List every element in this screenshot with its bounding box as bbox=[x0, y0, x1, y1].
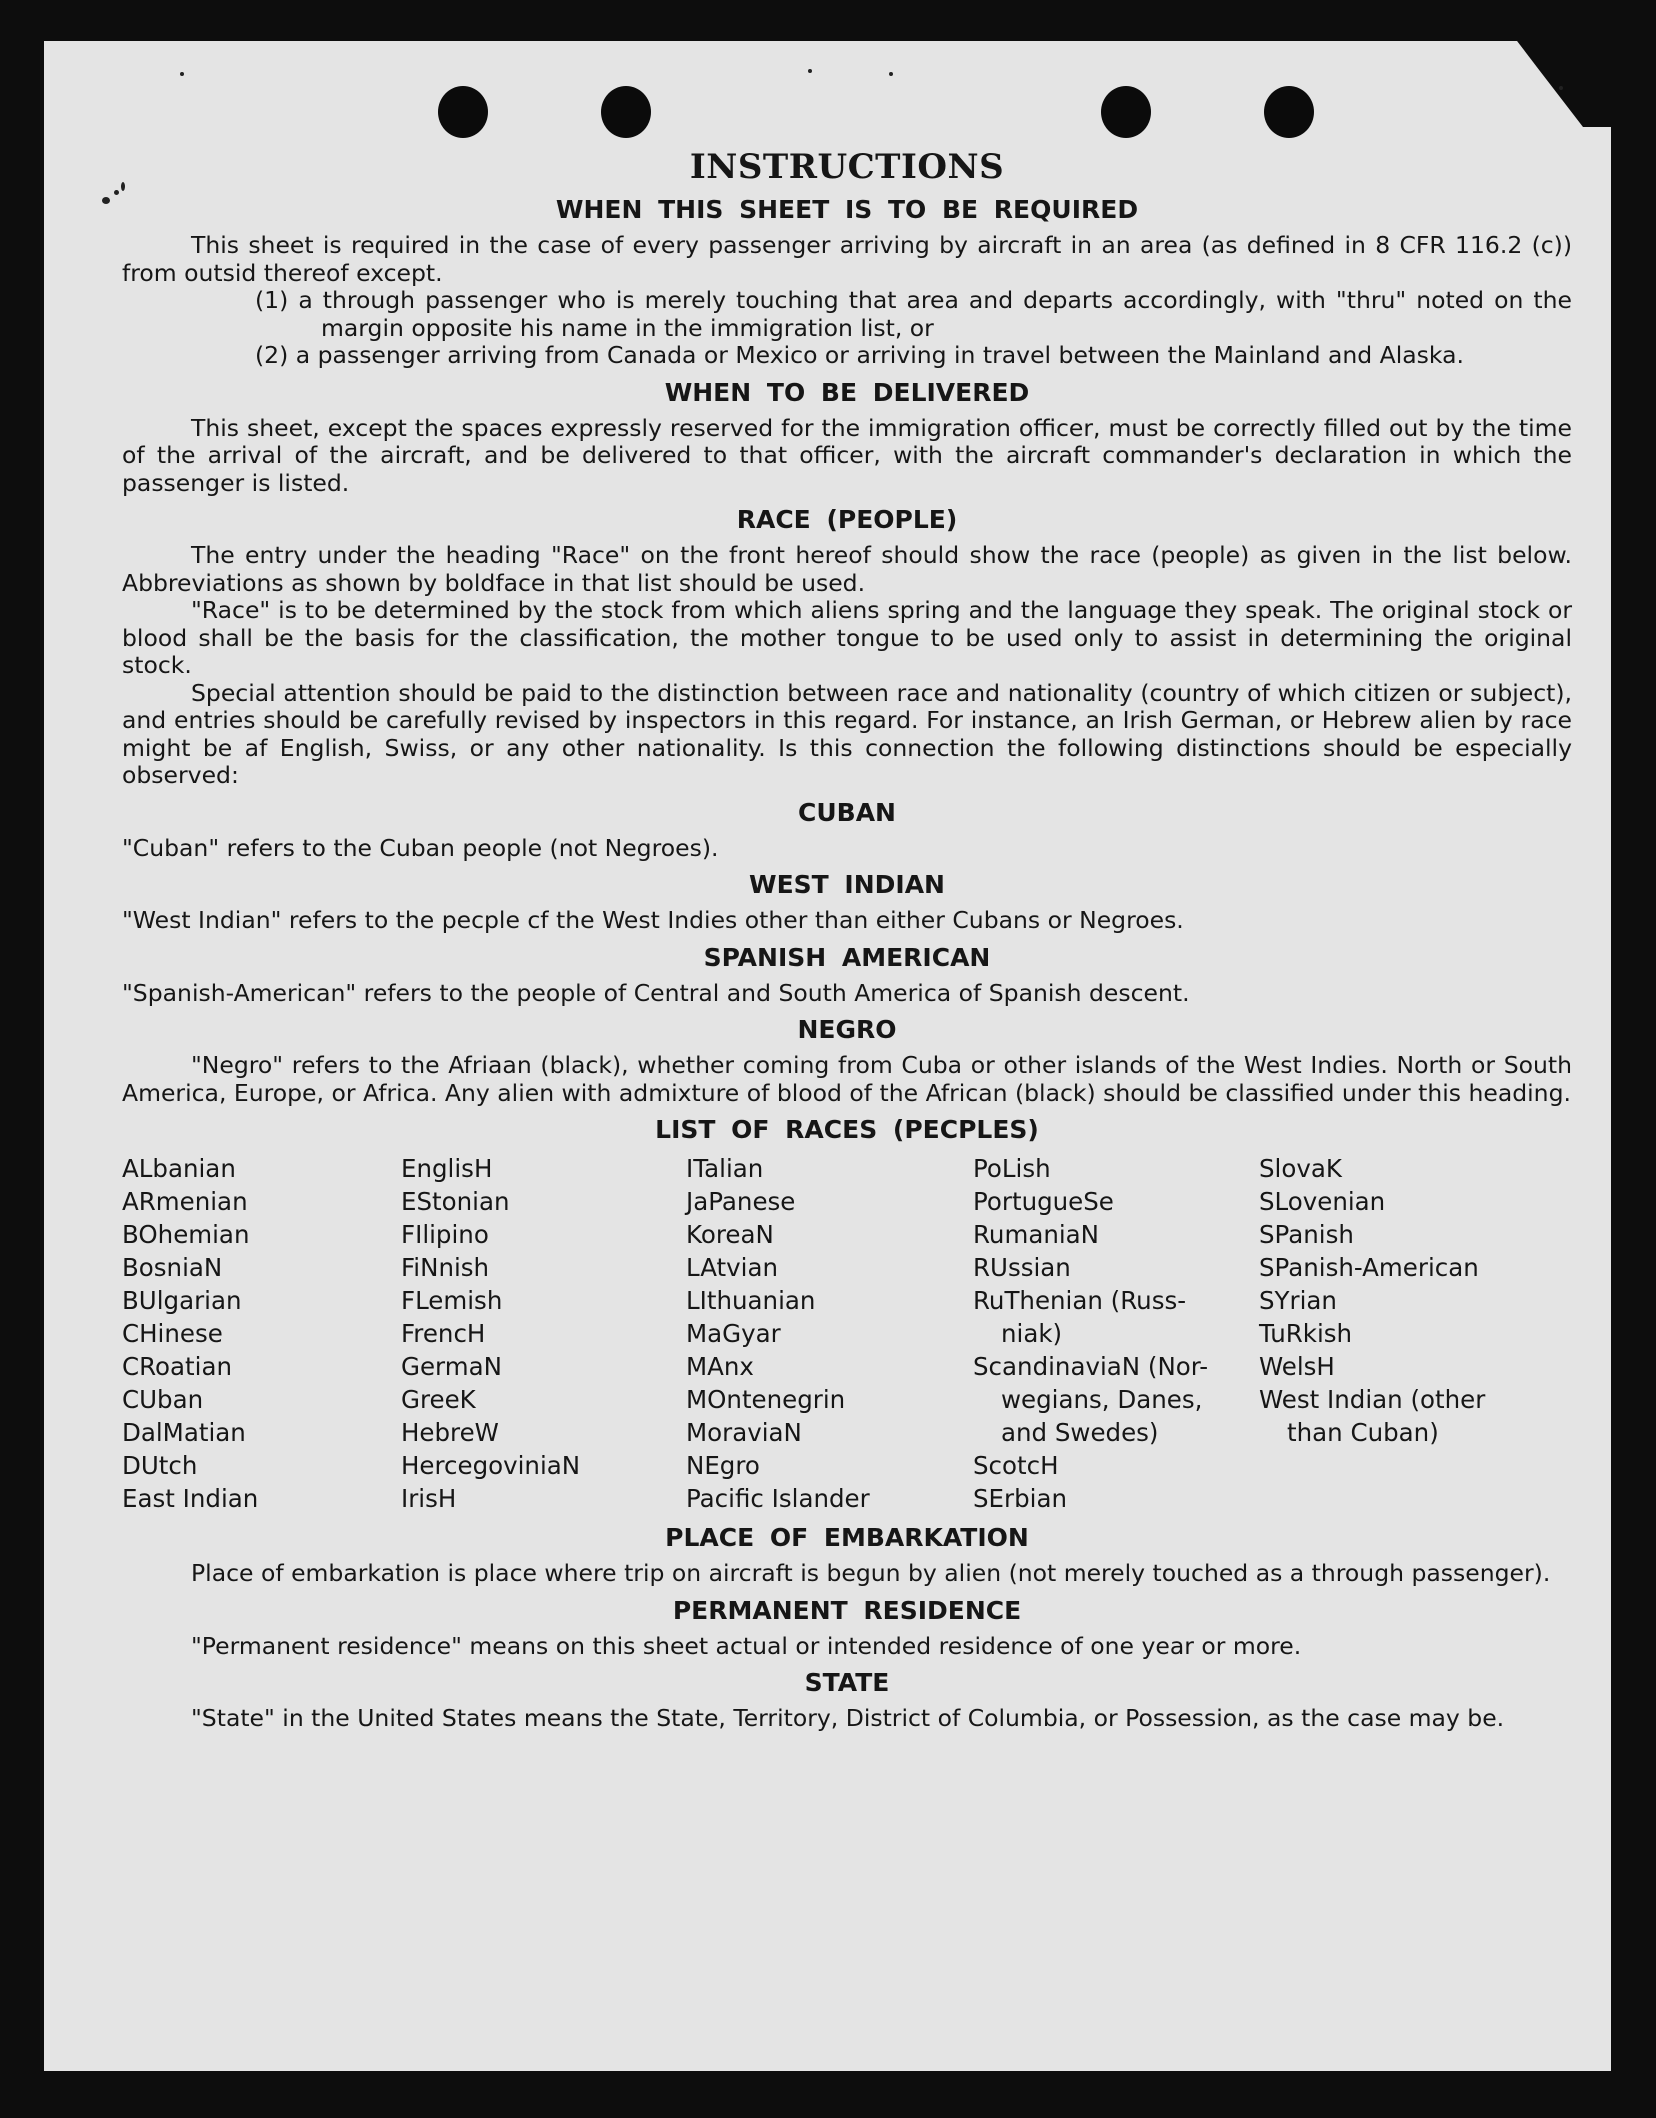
race-entry: GermaN bbox=[401, 1352, 502, 1381]
race-entry: IrisH bbox=[401, 1484, 457, 1513]
paragraph-when-delivered: This sheet, except the spaces expressly reserved for the immigration officer, must be correctly filled out by the time of the arrival of the aircraft, and be delivered to that officer, with the aircraft commander's declaration in which the passenger is listed. bbox=[122, 413, 1572, 497]
race-entry: JaPanese bbox=[686, 1187, 796, 1216]
heading-when-delivered: WHEN TO BE DELIVERED bbox=[664, 377, 1030, 407]
paragraph-race-3: Special attention should be paid to the distinction between race and nationality (country of which citizen or subject), and entries should be carefully revised by inspectors in this regard. For instance, an Irish German, or Hebrew alien by race might be af English, Swiss, or any other nationality. Is this connection the following distinctions should be especially observed: bbox=[122, 678, 1572, 789]
race-entry: ARmenian bbox=[122, 1187, 248, 1216]
heading-spanish-american: SPANISH AMERICAN bbox=[703, 942, 991, 972]
heading-embarkation: PLACE OF EMBARKATION bbox=[665, 1523, 1029, 1552]
race-entry: EStonian bbox=[401, 1187, 510, 1216]
race-entry: FrencH bbox=[401, 1319, 486, 1348]
race-entry: KoreaN bbox=[686, 1220, 774, 1249]
race-entry: SLovenian bbox=[1259, 1187, 1386, 1216]
torn-corner bbox=[1469, 41, 1611, 127]
race-entry: RumaniaN bbox=[973, 1220, 1100, 1249]
race-entry: TuRkish bbox=[1259, 1319, 1353, 1348]
punch-hole bbox=[1101, 86, 1151, 138]
punch-hole bbox=[1264, 86, 1314, 138]
heading-west-indian: WEST INDIAN bbox=[749, 870, 945, 899]
heading-permanent-residence: PERMANENT RESIDENCE bbox=[672, 1595, 1022, 1625]
page-title: INSTRUCTIONS bbox=[689, 147, 1005, 187]
race-column bbox=[401, 1152, 686, 1515]
document-sheet bbox=[44, 41, 1611, 2071]
race-entry: CUban bbox=[122, 1385, 204, 1414]
paragraph-negro: "Negro" refers to the Afriaan (black), whether coming from Cuba or other islands of the West Indies. North or South America, Europe, or Africa. Any alien with admixture of blood of the African (black) should be classified under this heading. bbox=[122, 1051, 1572, 1107]
race-entry: FIlipino bbox=[401, 1220, 489, 1249]
instructions-content bbox=[122, 147, 1572, 1733]
race-entry: MAnx bbox=[686, 1352, 754, 1381]
race-entry: BOhemian bbox=[122, 1220, 250, 1249]
race-entry: SPanish bbox=[1259, 1220, 1354, 1249]
race-entry: GreeK bbox=[401, 1385, 476, 1414]
ink-speck bbox=[180, 72, 184, 76]
heading-cuban: CUBAN bbox=[798, 797, 896, 827]
ink-speck bbox=[808, 69, 812, 73]
race-entry: ScandinaviaN (Nor- bbox=[973, 1352, 1209, 1381]
race-entry: RuThenian (Russ- bbox=[973, 1286, 1187, 1315]
race-entry: CRoatian bbox=[122, 1352, 232, 1381]
paragraph-race-1: The entry under the heading "Race" on the front hereof should show the race (people) as given in the list below. Abbreviations as shown by boldface in that list should be used. bbox=[122, 541, 1572, 597]
race-entry: PoLish bbox=[973, 1154, 1051, 1183]
race-entry: EnglisH bbox=[401, 1154, 493, 1183]
ink-speck bbox=[889, 72, 893, 76]
race-entry: PortugueSe bbox=[973, 1187, 1114, 1216]
ink-speck bbox=[114, 190, 119, 195]
punch-hole bbox=[601, 86, 651, 138]
paragraph-embarkation: Place of embarkation is place where trip on aircraft is begun by alien (not merely touched as a through passenger). bbox=[191, 1559, 1551, 1587]
race-entry: MOntenegrin bbox=[686, 1385, 846, 1414]
heading-race: RACE (PEOPLE) bbox=[736, 505, 958, 534]
race-entry: DUtch bbox=[122, 1451, 198, 1480]
race-entry: SErbian bbox=[973, 1484, 1068, 1513]
race-entry: BosniaN bbox=[122, 1253, 223, 1282]
race-column bbox=[686, 1152, 973, 1515]
race-entry: HebreW bbox=[401, 1418, 499, 1447]
race-entry: SYrian bbox=[1259, 1286, 1337, 1315]
paragraph-when-required: This sheet is required in the case of every passenger arriving by aircraft in an area (as defined in 8 CFR 116.2 (c)) from outsid thereof except. bbox=[122, 231, 1572, 287]
race-entry: LAtvian bbox=[686, 1253, 778, 1282]
paragraph-state: "State" in the United States means the State, Territory, District of Columbia, or Possession, as the case may be. bbox=[191, 1704, 1505, 1732]
race-entry: East Indian bbox=[122, 1484, 259, 1513]
heading-list-of-races: LIST OF RACES (PECPLES) bbox=[655, 1115, 1039, 1144]
paragraph-cuban: "Cuban" refers to the Cuban people (not Negroes). bbox=[122, 833, 719, 862]
race-entry-continuation: niak) bbox=[1001, 1319, 1063, 1348]
race-entry: LIthuanian bbox=[686, 1286, 816, 1315]
race-entry: Pacific Islander bbox=[686, 1484, 870, 1513]
race-entry: FiNnish bbox=[401, 1253, 490, 1282]
race-entry-continuation: wegians, Danes, bbox=[1001, 1385, 1203, 1414]
race-column bbox=[122, 1152, 401, 1515]
paragraph-west-indian: "West Indian" refers to the pecple cf the West Indies other than either Cubans or Negroes. bbox=[122, 906, 1184, 934]
exception-item-1: (1) a through passenger who is merely touching that area and departs accordingly, with "thru" noted on the margin opposite his name in the immigration list, or bbox=[255, 286, 1572, 342]
race-entry: BUlgarian bbox=[122, 1286, 242, 1315]
race-column bbox=[1259, 1152, 1529, 1515]
race-entry: West Indian (other bbox=[1259, 1385, 1486, 1414]
race-entry: ALbanian bbox=[122, 1154, 236, 1183]
race-entry: FLemish bbox=[401, 1286, 503, 1315]
race-entry: ScotcH bbox=[973, 1451, 1059, 1480]
heading-state: STATE bbox=[804, 1668, 890, 1697]
paragraph-race-2: "Race" is to be determined by the stock from which aliens spring and the language they speak. The original stock or blood shall be the basis for the classification, the mother tongue to be used only to assist in determining the original stock. bbox=[122, 596, 1572, 679]
race-entry: ITalian bbox=[686, 1154, 764, 1183]
paragraph-permanent-residence: "Permanent residence" means on this sheet actual or intended residence of one year or more. bbox=[191, 1631, 1302, 1660]
race-entry-continuation: than Cuban) bbox=[1287, 1418, 1439, 1447]
heading-when-required: WHEN THIS SHEET IS TO BE REQUIRED bbox=[555, 195, 1139, 224]
race-entry: NEgro bbox=[686, 1451, 760, 1480]
ink-speck bbox=[1559, 86, 1563, 90]
punch-hole bbox=[438, 86, 488, 138]
race-entry: HercegoviniaN bbox=[401, 1451, 581, 1480]
race-entry: WelsH bbox=[1259, 1352, 1335, 1381]
race-entry-continuation: and Swedes) bbox=[1001, 1418, 1159, 1447]
race-entry: SlovaK bbox=[1259, 1154, 1342, 1183]
heading-negro: NEGRO bbox=[797, 1015, 897, 1044]
exception-item-2: (2) a passenger arriving from Canada or Mexico or arriving in travel between the Mainland and Alaska. bbox=[255, 341, 1464, 369]
race-entry: CHinese bbox=[122, 1319, 223, 1348]
ink-speck bbox=[102, 197, 110, 204]
race-entry: MaGyar bbox=[686, 1319, 781, 1348]
race-entry: MoraviaN bbox=[686, 1418, 802, 1447]
race-entry: SPanish-American bbox=[1259, 1253, 1479, 1282]
race-list bbox=[122, 1152, 1572, 1515]
race-entry: RUssian bbox=[973, 1253, 1071, 1282]
race-column bbox=[973, 1152, 1259, 1515]
paragraph-spanish-american: "Spanish-American" refers to the people of Central and South America of Spanish descent. bbox=[122, 978, 1190, 1007]
race-entry: DalMatian bbox=[122, 1418, 246, 1447]
